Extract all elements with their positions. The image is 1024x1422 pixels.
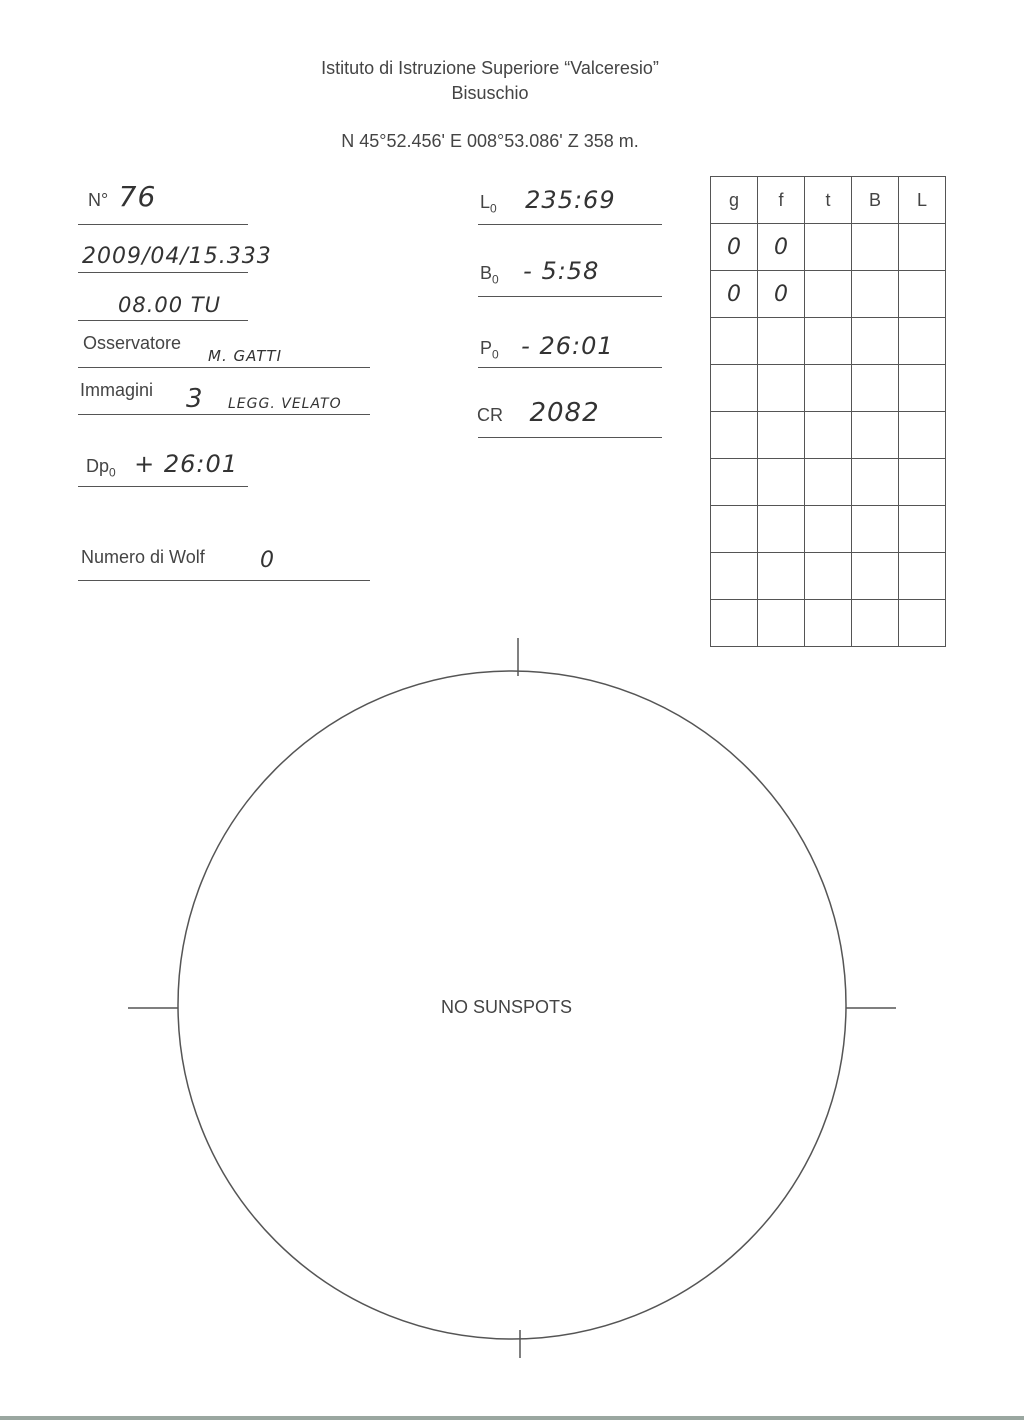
observer-value: M. GATTI [208, 347, 283, 365]
no-sunspots-label: NO SUNSPOTS [441, 997, 573, 1017]
l0-value: 235:69 [525, 186, 616, 214]
table-cell: 0 [758, 271, 805, 318]
column-header-g: g [711, 177, 758, 224]
column-header-f: f [758, 177, 805, 224]
record-number-label: N° [88, 190, 109, 210]
l0-label: $L_0$ [480, 192, 497, 216]
column-header-L: L [899, 177, 946, 224]
p0-label: $P_0$ [480, 338, 499, 362]
cr-label: CR [477, 405, 503, 425]
observer-label: Osservatore [83, 333, 182, 353]
images-note-value: LEGG. VELATO [228, 396, 342, 412]
wolf-number-label: Numero di Wolf [81, 547, 205, 567]
wolf-number-value: 0 [260, 548, 275, 573]
b0-value: - 5:58 [523, 257, 600, 285]
images-label: Immagini [80, 380, 154, 400]
images-count-value: 3 [186, 384, 204, 414]
institute-name: Istituto di Istruzione Superiore “Valceresio” [321, 58, 659, 78]
dp0-value: + 26:01 [134, 450, 239, 478]
p0-value: - 26:01 [521, 332, 614, 360]
dp0-label: $Dp_0$ [86, 456, 116, 480]
column-header-B: B [852, 177, 899, 224]
observation-date-value: 2009/04/15.333 [82, 244, 272, 269]
b0-label: $B_0$ [480, 263, 499, 287]
record-number-value: 76 [118, 180, 157, 213]
table-cell: 0 [758, 224, 805, 271]
observation-time-value: 08.00 TU [118, 293, 221, 317]
town-name: Bisuschio [451, 83, 529, 103]
scan-edge-line [0, 1416, 1024, 1420]
column-header-t: t [805, 177, 852, 224]
observatory-coordinates: N 45°52.456' E 008°53.086' Z 358 m. [341, 131, 639, 151]
cr-value: 2082 [529, 398, 600, 428]
table-cell: 0 [711, 224, 758, 271]
table-cell: 0 [711, 271, 758, 318]
